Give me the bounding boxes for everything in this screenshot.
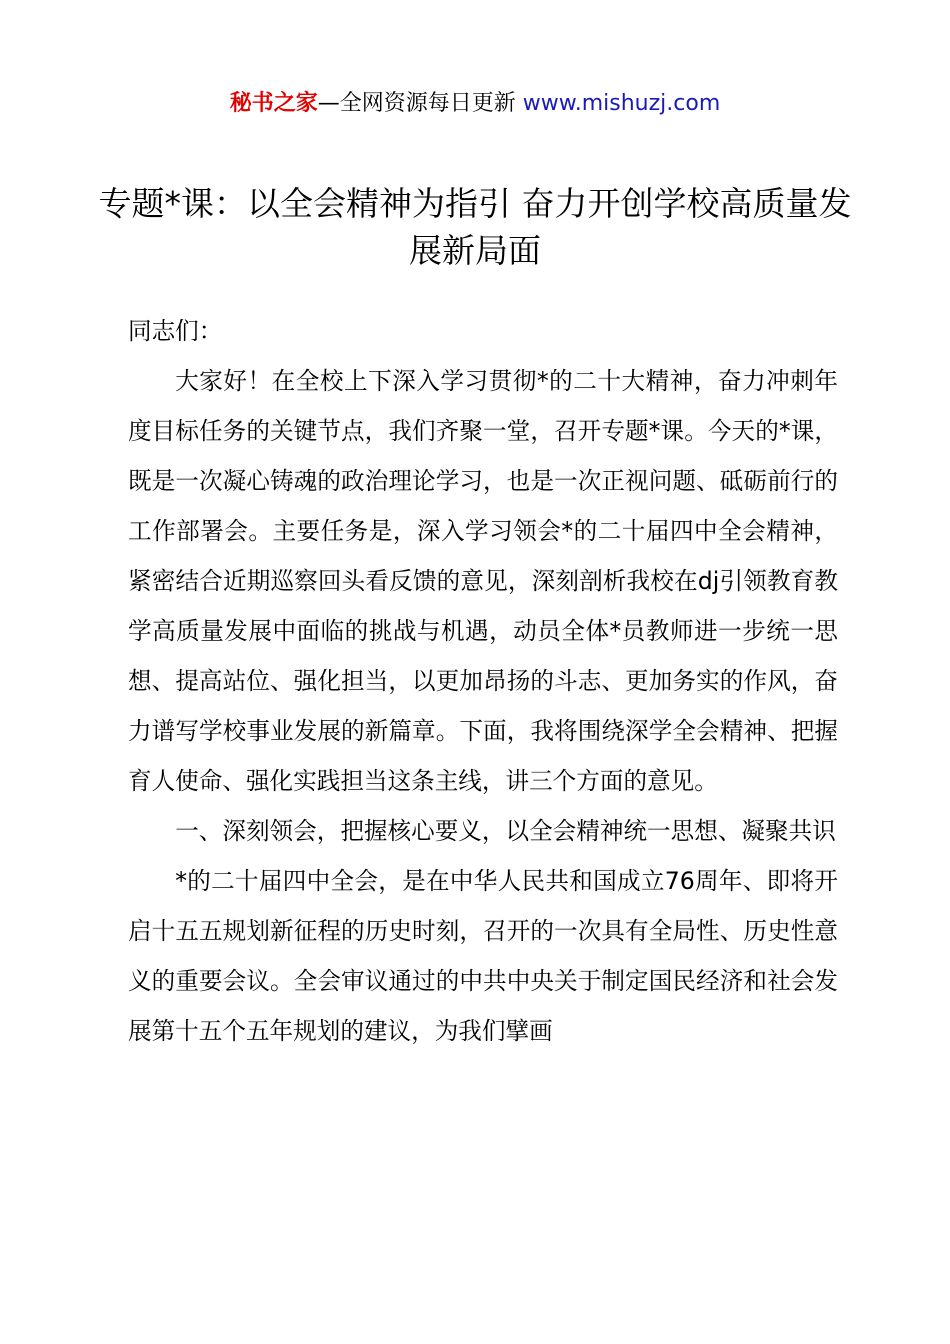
salutation: 同志们：: [128, 317, 223, 345]
site-slogan: —全网资源每日更新: [317, 91, 523, 116]
site-url-link[interactable]: www.mishuzj.com: [522, 91, 721, 116]
paragraph-intro: 大家好！在全校上下深入学习贯彻*的二十大精神，奋力冲刺年度目标任务的关键节点，我们齐聚一堂，召开专题*课。今天的*课，既是一次凝心铸魂的政治理论学习，也是一次正视问题、砥砺前行的工作部署会。主要任务是，深入学习领会*的二十届四中全会精神，紧密结合近期巡察回头看反馈的意见，深刻剖析我校在dj引领教育教学高质量发展中面临的挑战与机遇，动员全体*员教师进一步统一思想、提高站位、强化担当，以更加昂扬的斗志、更加务实的作风，奋力谱写学校事业发展的新篇章。下面，我将围绕深学全会精神、把握育人使命、强化实践担当这条主线，讲三个方面的意见。: [128, 367, 838, 795]
document-title: 专题*课：以全会精神为指引 奋力开创学校高质量发展新局面: [98, 184, 852, 270]
site-header: [0, 88, 950, 120]
paragraph-section-1: *的二十届四中全会，是在中华人民共和国成立76周年、即将开启十五五规划新征程的历史时刻，召开的一次具有全局性、历史性意义的重要会议。全会审议通过的中共中央关于制定国民经济和社会发展第十五个五年规划的建议，为我们擘画: [128, 867, 838, 1045]
document-body: [128, 306, 838, 1056]
site-brand: 秘书之家: [229, 91, 318, 116]
section-heading-1: 一、深刻领会，把握核心要义，以全会精神统一思想、凝聚共识: [175, 817, 836, 845]
